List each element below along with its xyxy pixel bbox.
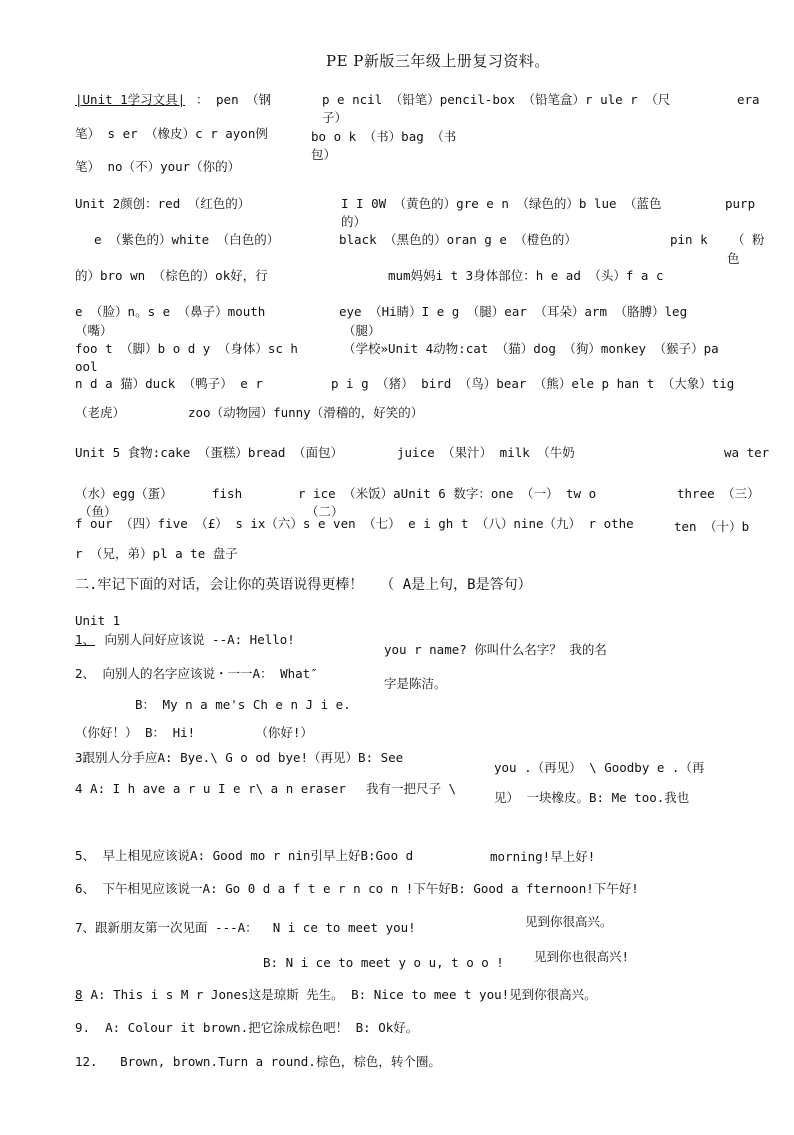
dialogue-line: 9. A: Colour it brown.把它涂成棕色吧！ B: Ok好。 (75, 1020, 419, 1035)
dialogue-line: 7、跟新朋友第一次见面 ---A： N i ce to meet you! (75, 920, 416, 935)
vocab-line: （嘴） (75, 323, 113, 338)
vocab-line: r （兄，弟）pl a te 盘子 (75, 546, 238, 561)
vocab-line: （水）egg（蛋） (75, 486, 173, 501)
dialogue-line: 2、 向别人的名字应该说・一一A： What″ (75, 666, 318, 681)
vocab-line: foo t （脚）b o d y （身体）sc h (75, 341, 298, 356)
vocab-line: wa ter (724, 445, 770, 460)
vocab-line: （鱼） (79, 504, 117, 519)
vocab-line: n d a 猫）duck （鸭子） e r (75, 376, 263, 391)
item-number: 1、 (75, 632, 96, 647)
vocab-line: 笔） no（不）your（你的） (75, 159, 241, 174)
vocab-line: Unit 5 食物:cake （蛋糕）bread （面包） (75, 445, 343, 460)
dialogue-line: 3跟别人分手应A: Bye.\ G o od bye!（再见）B: See (75, 750, 404, 765)
vocab-line: 的） (341, 214, 367, 229)
dialogue-line: 见到你也很高兴! (534, 949, 630, 964)
section-heading: 二.牢记下面的对话，会让你的英语说得更棒！ （ A是上句，B是答句） (75, 577, 532, 593)
dialogue-line: 12. Brown, brown.Turn a round.棕色，棕色，转个圈。 (75, 1054, 441, 1069)
vocab-line: bo o k （书）bag （书 (311, 129, 457, 144)
item-number: 8 (75, 987, 83, 1002)
dialogue-line: 见） 一块橡皮。B: Me too.我也 (494, 790, 690, 805)
dialogue-line: morning!早上好! (490, 849, 596, 864)
vocab-line: ool (75, 359, 98, 374)
dialogue-line: 我有一把尺子 \ (366, 781, 457, 796)
vocab-line: （ 粉 (732, 232, 765, 247)
vocab-line: three （三） (677, 486, 760, 501)
dialogue-line: B： My n a me's Ch e n J i e. (135, 697, 351, 712)
vocab-line: 子） (322, 110, 348, 125)
dialogue-line: 字是陈洁。 (384, 676, 447, 691)
dialogue-line: （你好！） B： Hi! （你好!） (75, 725, 313, 740)
vocab-line: （二） (306, 504, 344, 519)
vocab-line: e （紫色的）white （白色的） (94, 232, 280, 247)
vocab-line: 包） (311, 147, 337, 162)
vocab-line: （腿） (343, 323, 381, 338)
dialogue-line: 4 A: I h ave a r u I e r\ a n eraser (75, 781, 346, 796)
vocab-line: purp (725, 196, 756, 211)
vocab-line: fish (212, 486, 243, 501)
vocab-line: black （黑色的）oran g e （橙色的） (339, 232, 577, 247)
vocab-line: eye （Hi睛）I e g （腿）ear （耳朵）arm （胳膊）leg (339, 304, 688, 319)
vocab-line: mum妈妈i t 3身体部位：h e ad （头）f a c (388, 268, 664, 283)
vocab-line: r ice （米饭）aUnit 6 数字：one （一） tw o (298, 486, 597, 501)
vocab-line: p e ncil （铅笔）pencil-box （铅笔盒）r ule r （尺 (322, 92, 671, 107)
vocab-line: era (737, 92, 760, 107)
vocab-line: 色 (727, 251, 740, 266)
vocab-line: pin k (670, 232, 708, 247)
unit1-label: |Unit 1学习文具| (75, 92, 186, 107)
vocab-line: p i g （猪） bird （鸟）bear （熊）ele p han t （大象）tig (331, 376, 735, 391)
dialogue-line: 6、 下午相见应该说一A: Go 0 d a f t e r n co n !下午好B: Good a fternoon!下午好! (75, 881, 639, 896)
vocab-line: Unit 2颜创：red （红色的） (75, 196, 251, 211)
dialogue-line: you r name? 你叫什么名字？ 我的名 (384, 642, 607, 657)
dialogue-line: B: N i ce to meet y o u, t o o ! (263, 955, 504, 970)
vocab-line: juice （果汁） milk （牛奶 (397, 445, 575, 460)
document-title: PE P新版三年级上册复习资料。 (326, 52, 550, 70)
vocab-line: （学校»Unit 4动物:cat （猫）dog （狗）monkey （猴子）pa (343, 341, 719, 356)
dialogue-line: 见到你很高兴。 (525, 914, 613, 929)
unit-label: Unit 1 (75, 613, 121, 628)
vocab-line: zoo（动物园）funny（滑稽的，好笑的） (188, 405, 424, 420)
vocab-line: I I 0W （黄色的）gre e n （绿色的）b lue （蓝色 (341, 196, 662, 211)
dialogue-line: A: This i s M r Jones这是琼斯 先生。 B: Nice to mee t you!见到你很高兴。 (83, 987, 597, 1002)
vocab-line: ： pen （钢 (196, 92, 272, 107)
dialogue-line: 向别人问好应该说 --A: Hello! (97, 632, 295, 647)
dialogue-line: 5、 早上相见应该说A: Good mo r nin引早上好B:Goo d (75, 848, 414, 863)
dialogue-line: you .（再见） \ Goodby e .（再 (494, 760, 705, 775)
vocab-line: （老虎） (75, 405, 126, 420)
vocab-line: ten （十）b (674, 519, 750, 534)
vocab-line: 笔） s er （橡皮）c r ayon例 (75, 126, 268, 141)
vocab-line: f our （四）five （£） s ix（六）s e ven （七） e i gh t （八）nine（九） r othe (75, 516, 634, 531)
vocab-line: e （脸）n。s e （鼻子）mouth (75, 304, 266, 319)
vocab-line: 的）bro wn （棕色的）ok好，行 (75, 268, 268, 283)
